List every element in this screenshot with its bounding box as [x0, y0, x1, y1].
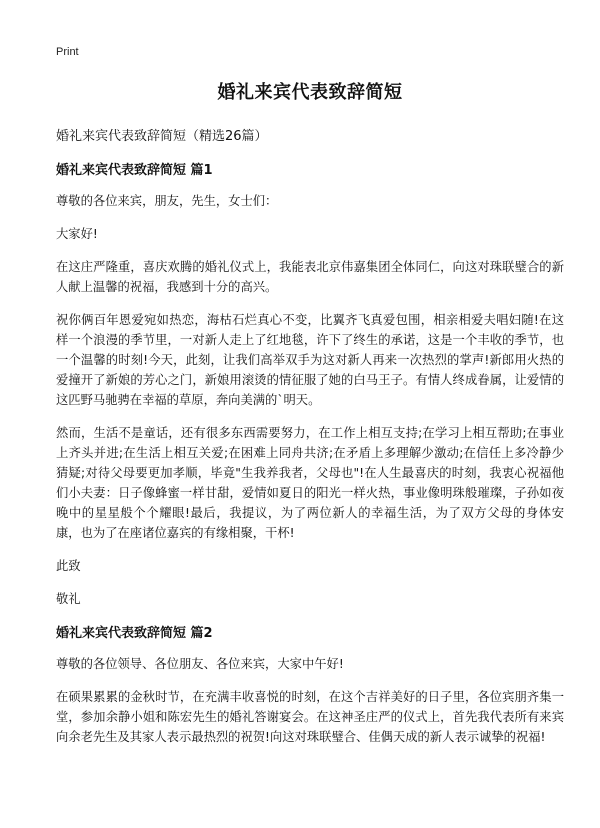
section-1: [56, 159, 564, 609]
paragraph: 在这庄严隆重，喜庆欢腾的婚礼仪式上，我能表北京伟嘉集团全体同仁，向这对珠联璧合的新人献上温馨的祝福，我感到十分的高兴。: [56, 260, 564, 294]
paragraph: 尊敬的各位领导、各位朋友、各位来宾，大家中午好!: [56, 657, 344, 671]
paragraph: 在硕果累累的金秋时节，在充满丰收喜悦的时刻，在这个吉祥美好的日子里，各位宾朋齐集一堂，参加余静小姐和陈宏先生的婚礼答谢宴会。在这神圣庄严的仪式上，首先我代表所有来宾向余老先生及其家人表示最热烈的祝贺!向这对珠联璧合、佳偶天成的新人表示诚挚的祝福!: [56, 690, 564, 744]
paragraph: 大家好!: [56, 227, 98, 241]
paragraph: 尊敬的各位来宾，朋友，先生，女士们：: [56, 194, 278, 208]
section-2: [56, 622, 564, 747]
paragraph: 敬礼: [56, 592, 81, 606]
paragraph: 祝你俩百年恩爱宛如热恋，海枯石烂真心不变，比翼齐飞真爱包围，相亲相爱夫唱妇随!在这样一个浪漫的季节里，一对新人走上了红地毯，许下了终生的承诺，这是一个丰收的季节，也一个温馨的时刻!今天，此刻，让我们高举双手为这对新人再来一次热烈的掌声!新郎用火热的爱撞开了新娘的芳心之门，新娘用滚烫的情征服了她的白马王子。有情人终成眷属，让爱情的这匹野马驰骋在幸福的草原，奔向美满的`明天。: [56, 313, 564, 407]
page-title: 婚礼来宾代表致辞简短: [217, 82, 403, 103]
paragraph: 然而，生活不是童话，还有很多东西需要努力，在工作上相互支持;在学习上相互帮助;在事业上齐头并进;在生活上相互关爱;在困难上同舟共济;在矛盾上多理解少激动;在信任上多冷静少猜疑;对待父母要更加孝顺，毕竟"生我养我者，父母也"!在人生最喜庆的时刻，我衷心祝福他们小夫妻：日子像蜂蜜一样甘甜，爱情如夏日的阳光一样火热，事业像明珠般璀璨，子孙如夜晚中的星星般个个耀眼!最后，我提议，为了两位新人的幸福生活，为了双方父母的身体安康，也为了在座诸位嘉宾的有缘相聚，干杯!: [56, 426, 564, 540]
section-heading: 婚礼来宾代表致辞简短 篇2: [56, 626, 213, 641]
document-page: [56, 46, 564, 760]
document-subtitle: 婚礼来宾代表致辞简短（精选26篇）: [56, 129, 268, 144]
section-heading: 婚礼来宾代表致辞简短 篇1: [56, 163, 213, 178]
paragraph: 此致: [56, 559, 81, 573]
print-link[interactable]: Print: [56, 46, 79, 58]
